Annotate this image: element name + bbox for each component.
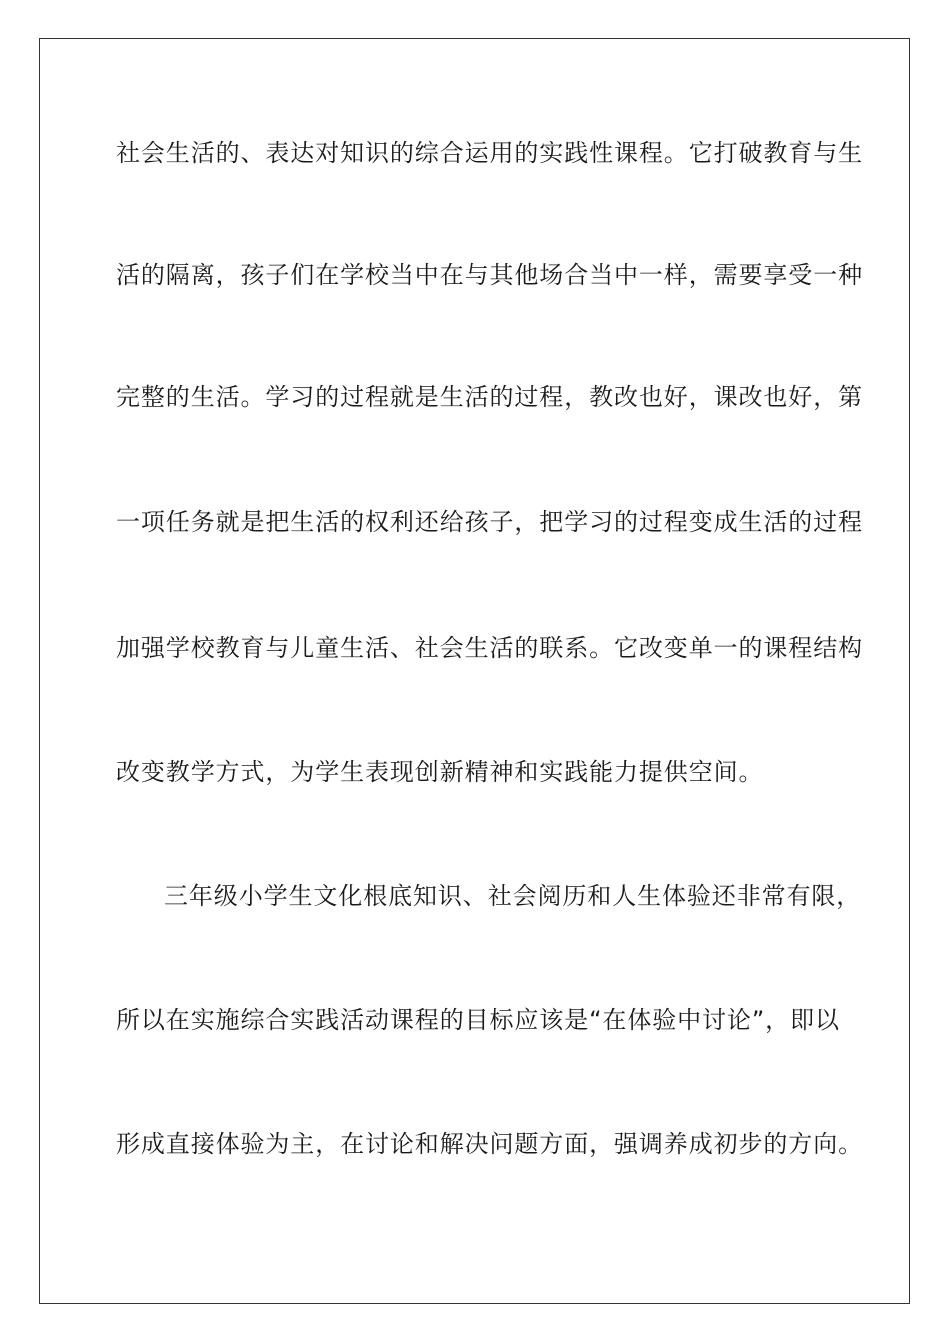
- paragraph-line-8: 所以在实施综合实践活动课程的目标应该是“在体验中讨论”，即以: [116, 1006, 840, 1034]
- paragraph-line-1: 社会生活的、表达对知识的综合运用的实践性课程。它打破教育与生: [116, 139, 863, 167]
- paragraph-line-4: 一项任务就是把生活的权利还给孩子，把学习的过程变成生活的过程: [116, 508, 863, 536]
- paragraph-line-6: 改变教学方式，为学生表现创新精神和实践能力提供空间。: [116, 758, 764, 786]
- paragraph-line-7: 三年级小学生文化根底知识、社会阅历和人生体验还非常有限，: [164, 882, 862, 910]
- paragraph-line-2: 活的隔离，孩子们在学校当中在与其他场合当中一样，需要享受一种: [116, 261, 863, 289]
- paragraph-line-9: 形成直接体验为主，在讨论和解决问题方面，强调养成初步的方向。: [116, 1130, 863, 1158]
- paragraph-line-3: 完整的生活。学习的过程就是生活的过程，教改也好，课改也好，第: [116, 383, 863, 411]
- page-border: [39, 38, 910, 1304]
- paragraph-line-5: 加强学校教育与儿童生活、社会生活的联系。它改变单一的课程结构: [116, 634, 863, 662]
